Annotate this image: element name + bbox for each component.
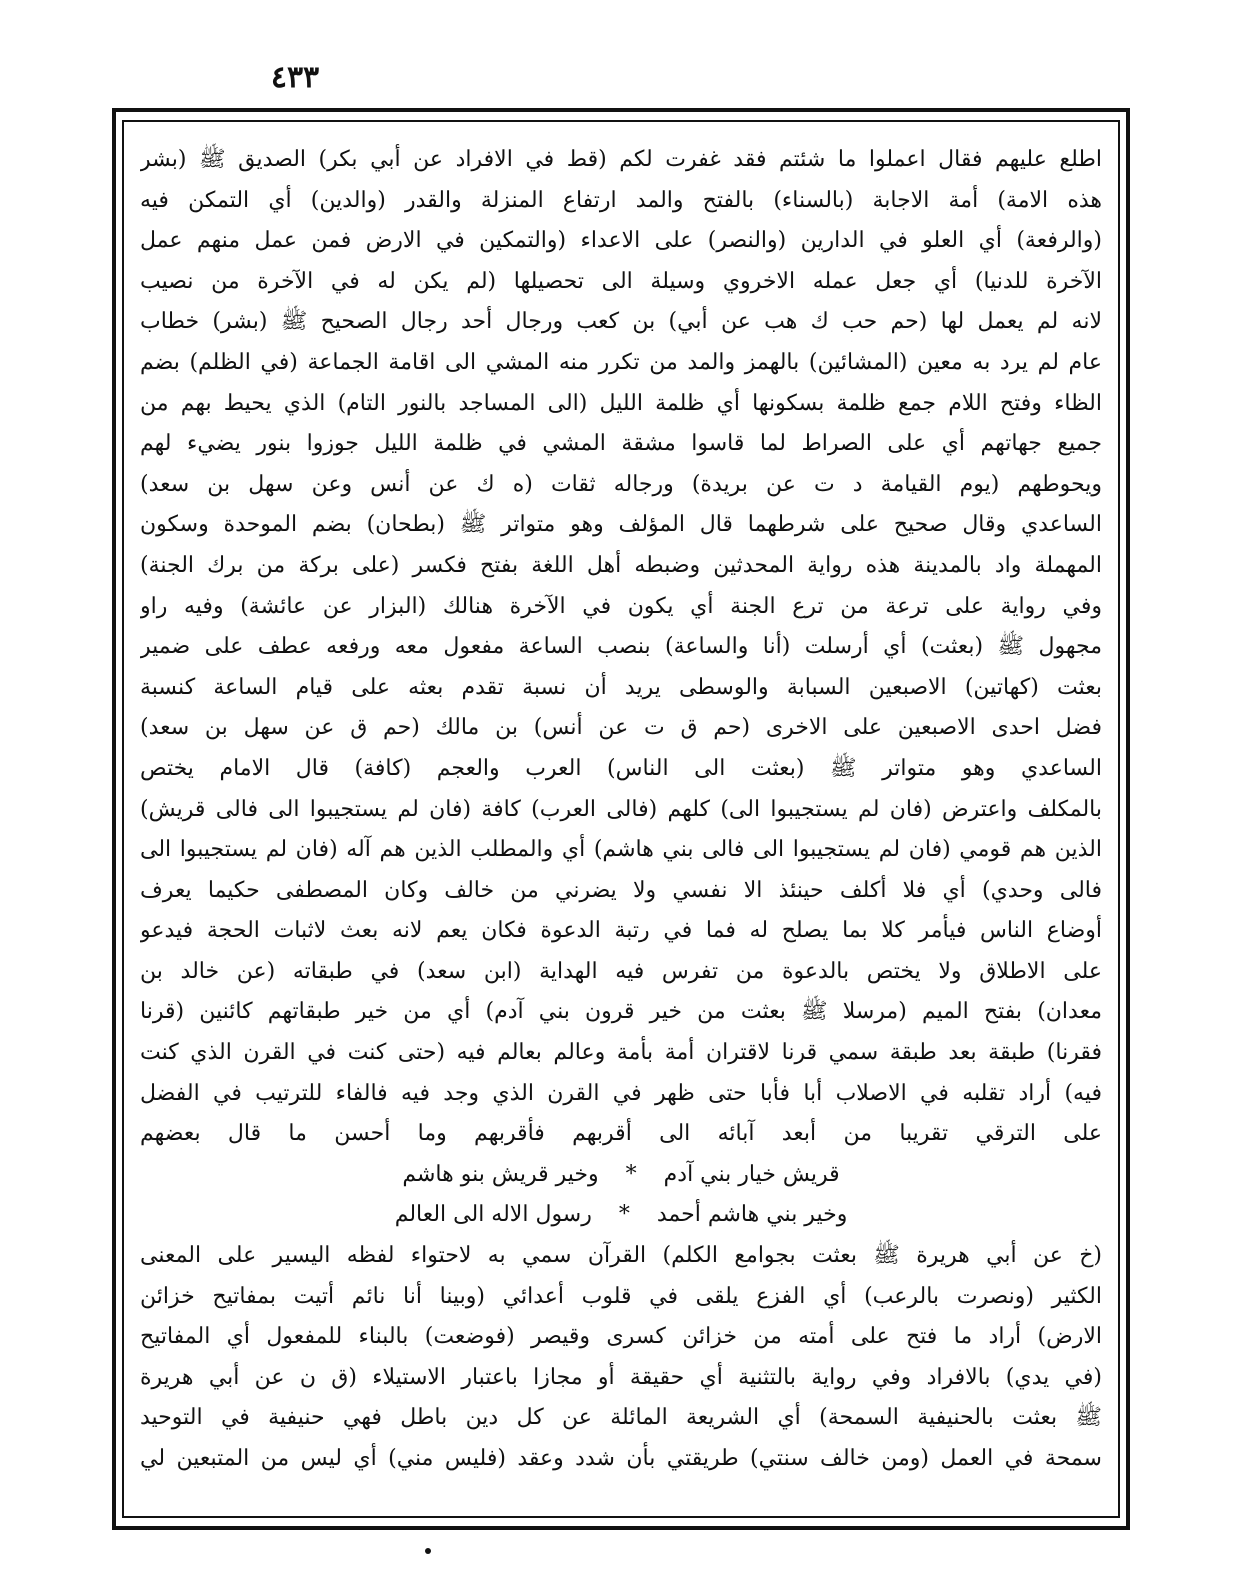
poem-hemistich-first: قريش خيار بني آدم [663, 1161, 840, 1187]
poem-verse [140, 1155, 1102, 1196]
text-line: على الاطلاق ولا يختص بالدعوة من تفرس فيه الهداية (ابن سعد) في طبقاته (عن خالد بن [140, 958, 1102, 984]
poem-hemistich-second: وخير قريش بنو هاشم [402, 1161, 599, 1187]
text-line: اطلع عليهم فقال اعملوا ما شئتم فقد غفرت لكم (قط في الافراد عن أبي بكر) الصديق ﷺ (بشر [140, 147, 1102, 172]
text-line: (في يدي) بالافراد وفي رواية بالتثنية أي حقيقة أو مجازا باعتبار الاستيلاء (ق ن عن أبي هريرة [140, 1364, 1102, 1390]
ink-dot [425, 1548, 431, 1554]
text-line: الذين هم قومي (فان لم يستجيبوا الى فالى بني هاشم) أي والمطلب الذين هم آله (فان لم يستجيبوا الى [140, 837, 1102, 863]
text-line: جميع جهاتهم أي على الصراط لما قاسوا مشقة المشي في ظلمة الليل جوزوا بنور يضيء لهم [140, 431, 1102, 457]
text-line: الظاء وفتح اللام جمع ظلمة بسكونها أي ظلمة الليل (الى المساجد بالنور التام) الذي يحيط بهم من [140, 390, 1102, 416]
poem-hemistich-first: وخير بني هاشم أحمد [656, 1202, 848, 1228]
text-line: (والرفعة) أي العلو في الدارين (والنصر) على الاعداء (والتمكين في الارض فمن عمل منهم عمل [140, 228, 1102, 254]
poem-separator: * [625, 1161, 637, 1187]
text-line: فضل احدى الاصبعين على الاخرى (حم ق ت عن أنس) بن مالك (حم ق عن سهل بن سعد) [140, 715, 1102, 741]
text-line: هذه الامة) أمة الاجابة (بالسناء) بالفتح والمد ارتفاع المنزلة والقدر (والدين) أي التمكن فيه [140, 187, 1102, 213]
text-line: سمحة في العمل (ومن خالف سنتي) طريقتي بأن شدد وعقد (فليس مني) أي ليس من المتبعين لي [140, 1446, 1102, 1471]
text-line: ﷺ بعثت بالحنيفية السمحة) أي الشريعة المائلة عن كل دين باطل فهي حنيفية في التوحيد [140, 1405, 1102, 1431]
text-line: بالمكلف واعترض (فان لم يستجيبوا الى) كلهم (فالى العرب) كافة (فان لم يستجيبوا الى فالى قريش) [140, 796, 1102, 822]
text-line: الكثير (ونصرت بالرعب) أي الفزع يلقى في قلوب أعدائي (وبينا أنا نائم أتيت بمفاتيح خزائن [140, 1283, 1102, 1309]
main-text-block [140, 140, 1102, 1510]
text-line: فيه) أراد تقلبه في الاصلاب أبا فأبا حتى ظهر في القرن الذي وجد فيه فالفاء للترتيب في الفضل [140, 1080, 1102, 1106]
text-line: (خ عن أبي هريرة ﷺ بعثت بجوامع الكلم) القرآن سمي به لاحتواء لفظه اليسير على المعنى [140, 1243, 1102, 1269]
text-line: فقرنا) طبقة بعد طبقة سمي قرنا لاقتران أمة بأمة وعالم بعالم فيه (حتى كنت في القرن الذي كنت [140, 1040, 1102, 1066]
text-line: وفي رواية على ترعة من ترع الجنة أي يكون في الآخرة هنالك (البزار عن عائشة) وفيه راو [140, 593, 1102, 619]
poem-hemistich-second: رسول الاله الى العالم [394, 1202, 592, 1228]
text-line: معدان) بفتح الميم (مرسلا ﷺ بعثت من خير قرون بني آدم) أي من خير طبقاتهم كائنين (قرنا [140, 999, 1102, 1025]
text-line: لانه لم يعمل لها (حم حب ك هب عن أبي) بن كعب ورجال أحد رجال الصحيح ﷺ (بشر) خطاب [140, 309, 1102, 335]
text-line: على الترقي تقريبا من أبعد آبائه الى أقربهم فأقربهم وما أحسن ما قال بعضهم [140, 1121, 1102, 1147]
poem-verse [140, 1195, 1102, 1236]
page-number: ٤٣٣ [270, 60, 320, 95]
text-line: مجهول ﷺ (بعثت) أي أرسلت (أنا والساعة) بنصب الساعة مفعول معه ورفعه عطف على ضمير [140, 634, 1102, 660]
text-line: المهملة واد بالمدينة هذه رواية المحدثين وضبطه أهل اللغة بفتح فكسر (على بركة من برك الجنة) [140, 552, 1102, 578]
text-line: الساعدي وقال صحيح على شرطهما قال المؤلف وهو متواتر ﷺ (بطحان) بضم الموحدة وسكون [140, 512, 1102, 538]
text-line: الساعدي وهو متواتر ﷺ (بعثت الى الناس) العرب والعجم (كافة) قال الامام يختص [140, 755, 1102, 781]
text-line: الارض) أراد ما فتح على أمته من خزائن كسرى وقيصر (فوضعت) بالبناء للمفعول أي المفاتيح [140, 1324, 1102, 1350]
text-line: أوضاع الناس فيأمر كلا بما يصلح له فما في رتبة الدعوة فكان يعم لانه بعث لاثبات الحجة فيدعو [140, 918, 1102, 944]
text-line: عام لم يرد به معين (المشائين) بالهمز والمد من تكرر منه المشي الى اقامة الجماعة (في الظلم) بضم [140, 349, 1102, 375]
text-line: بعثت (كهاتين) الاصبعين السبابة والوسطى يريد أن نسبة تقدم بعثه على قيام الساعة كنسبة [140, 674, 1102, 700]
text-line: الآخرة للدنيا) أي جعل عمله الاخروي وسيلة الى تحصيلها (لم يكن له في الآخرة من نصيب [140, 268, 1102, 294]
text-line: فالى وحدي) أي فلا أكلف حينئذ الا نفسي ولا يضرني من خالف وكان المصطفى حكيما يعرف [140, 877, 1102, 903]
poem-separator: * [618, 1202, 630, 1228]
text-line: ويحوطهم (يوم القيامة د ت عن بريدة) ورجاله ثقات (ه ك عن أنس وعن سهل بن سعد) [140, 471, 1102, 497]
